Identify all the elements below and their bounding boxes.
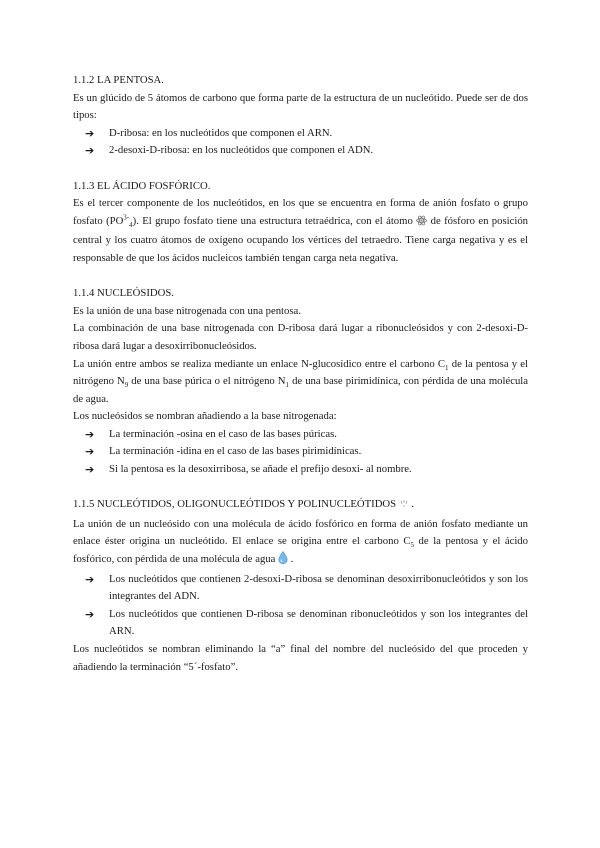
- list-item: [85, 606, 528, 641]
- text-span: ). El grupo fosfato tiene una estructura tetraédrica, con el átomo: [132, 214, 413, 227]
- text-span: .: [411, 498, 415, 511]
- arrow-icon: ➔: [85, 445, 95, 459]
- section-heading: 1.1.3 EL ÁCIDO FOSFÓRICO.: [73, 179, 211, 192]
- text-span: de la pentosa y el nitrógeno N: [73, 357, 528, 388]
- list-item-text: La terminación -osina en el caso de las bases púricas.: [109, 427, 337, 440]
- paragraph: Los nucleótidos se nombran eliminando la “a” final del nombre del nucleósido del que proceden y añadiendo la terminación “5´-fosfato”.: [73, 643, 528, 673]
- subscript: 1: [285, 381, 290, 390]
- section-nucleotidos: [73, 496, 528, 676]
- arrow-icon: ➔: [85, 463, 95, 477]
- text-span: de una base pirimidínica, con pérdida de una molécula de agua.: [73, 375, 528, 405]
- subscript: 4: [129, 220, 133, 229]
- text-span: Es el tercer componente de los nucleótidos, en los que se encuentra en forma de anión fosfato o grupo fosfato (PO: [73, 197, 528, 227]
- text-span: .: [290, 553, 294, 566]
- arrow-icon: ➔: [85, 144, 95, 158]
- paragraph: [73, 195, 528, 267]
- paragraph: Es un glúcido de 5 átomos de carbono que forma parte de la estructura de un nucleótido. Puede ser de dos tipos:: [73, 91, 528, 122]
- section-pentosa: [73, 72, 528, 160]
- text-span: 1.1.5 NUCLEÓTIDOS, OLIGONUCLEÓTIDOS Y POLINUCLEÓTIDOS: [73, 498, 397, 511]
- list-item: [85, 571, 528, 606]
- document-page: [73, 72, 528, 694]
- list-item: [85, 142, 528, 160]
- sparkle-icon: [399, 498, 409, 516]
- paragraph: Los nucleósidos se nombran añadiendo a la base nitrogenada:: [73, 410, 337, 423]
- subscript: 9: [124, 381, 129, 390]
- section-nucleosidos: [73, 285, 528, 479]
- list-item-text: D-ribosa: en los nucleótidos que componen el ARN.: [109, 126, 333, 139]
- text-span: de una base púrica o el nitrógeno N: [128, 375, 286, 388]
- text-span: de la pentosa y el ácido fosfórico, con pérdida de una molécula de agua: [73, 535, 528, 566]
- subscript: 5: [410, 541, 414, 550]
- arrow-icon: ➔: [85, 607, 95, 621]
- list-item: [85, 426, 528, 444]
- arrow-icon: ➔: [85, 427, 95, 441]
- bullet-list: [73, 125, 528, 160]
- section-acido-fosforico: [73, 178, 528, 268]
- paragraph: La combinación de una base nitrogenada con D-ribosa dará lugar a ribonucleósidos y con 2-desoxi-D-ribosa dará lugar a desoxirribonucleósidos.: [73, 322, 528, 352]
- list-item-text: La terminación -idina en el caso de las bases pirimidínicas.: [109, 445, 362, 458]
- paragraph: Es la unión de una base nitrogenada con una pentosa.: [73, 304, 301, 317]
- superscript: 3-: [123, 213, 130, 222]
- list-item: [85, 443, 528, 461]
- list-item-text: Si la pentosa es la desoxirribosa, se añade el prefijo desoxi- al nombre.: [109, 463, 412, 476]
- water-drop-icon: [278, 551, 288, 571]
- bullet-list: [73, 571, 528, 641]
- paragraph: [73, 516, 528, 571]
- list-item-text: Los nucleótidos que contienen D-ribosa se denominan ribonucleótidos y son los integrantes del ARN.: [109, 607, 528, 638]
- text-span: La unión entre ambos se realiza mediante un enlace N-glucosídico entre el carbono C: [73, 357, 446, 370]
- arrow-icon: ➔: [85, 572, 95, 586]
- atom-icon: [416, 215, 427, 233]
- list-item-text: 2-desoxi-D-ribosa: en los nucleótidos que componen el ADN.: [109, 144, 374, 157]
- list-item: [85, 461, 528, 479]
- section-heading: 1.1.2 LA PENTOSA.: [73, 74, 164, 86]
- subscript: 1: [445, 363, 449, 372]
- section-heading: [73, 496, 528, 516]
- list-item: [85, 125, 528, 143]
- text-span: de fósforo en posición central y los cuatro átomos de oxígeno ocupando los vértices del tetraedro. Tiene carga negativa y es el responsable de que los ácidos nucleicos también tengan carga neta negativa.: [73, 214, 529, 264]
- section-heading: 1.1.4 NUCLEÓSIDOS.: [73, 287, 174, 300]
- bullet-list: [73, 426, 528, 479]
- text-span: La unión de un nucleósido con una molécula de ácido fosfórico en forma de anión fosfato mediante un enlace éster origina un nucleótido. El enlace se origina entre el carbono C: [73, 517, 528, 548]
- arrow-icon: ➔: [85, 126, 95, 140]
- list-item-text: Los nucleótidos que contienen 2-desoxi-D-ribosa se denominan desoxirribonucleótidos y son los integrantes del ADN.: [109, 572, 528, 603]
- paragraph: [73, 356, 528, 409]
